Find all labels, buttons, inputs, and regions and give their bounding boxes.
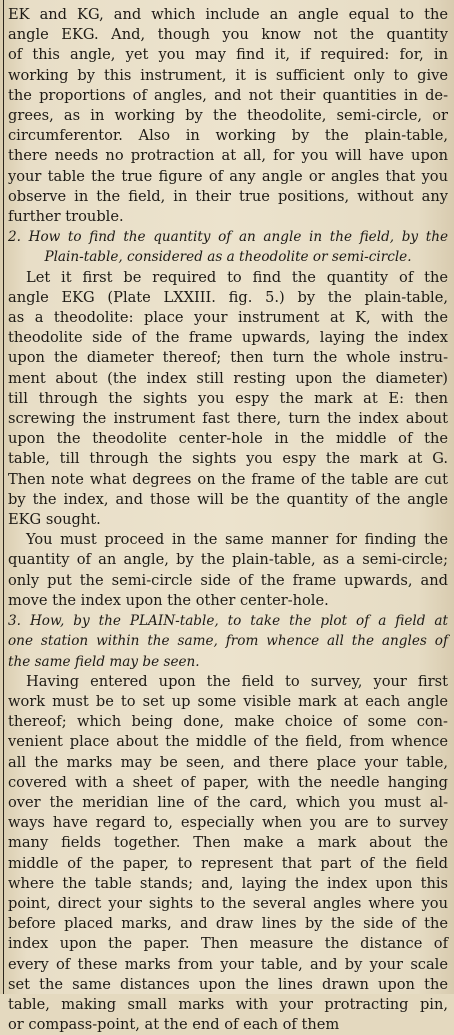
text-line: till through the sights you espy the mark at E: then (8, 389, 448, 407)
text-line: table, making small marks with your protracting pin, (8, 995, 448, 1013)
text-line: many fields together. Then make a mark about the (8, 834, 448, 852)
text-line: Then note what degrees on the frame of the table are cut (8, 470, 448, 488)
paragraph-4 (8, 672, 448, 1035)
text-line: covered with a sheet of paper, with the needle hanging (8, 773, 448, 791)
text-line: angle EKG. And, though you know not the quantity (8, 26, 448, 44)
text-line: every of these marks from your table, and by your scale (8, 955, 448, 973)
paragraph-3 (8, 530, 448, 611)
paragraph-1 (8, 5, 448, 227)
margin-rule (3, 0, 4, 994)
heading-line: one station within the same, from whence all the angles of (8, 633, 448, 650)
text-line: upon the theodolite center-hole in the middle of the (8, 430, 448, 448)
heading-line: 2. How to find the quantity of an angle in the field, by the (8, 229, 448, 246)
text-line: point, direct your sights to the several angles where you (8, 894, 448, 912)
text-line: middle of the paper, to represent that part of the field (8, 854, 448, 872)
text-line: by the index, and those will be the quantity of the angle (8, 490, 448, 508)
section-heading-3 (8, 611, 448, 672)
text-line: You must proceed in the same manner for finding the (26, 531, 448, 549)
text-line: table, till through the sights you espy the mark at G. (8, 450, 448, 468)
text-line: as a theodolite: place your instrument at K, with the (8, 309, 448, 327)
paragraph-2 (8, 268, 448, 531)
text-line: ment about (the index still resting upon the diameter) (8, 369, 448, 387)
text-line: screwing the instrument fast there, turn the index about (8, 410, 448, 428)
heading-line: Plain-table, considered as a theodolite or semi-circle. (44, 249, 412, 266)
text-line: there needs no protraction at all, for you will have upon (8, 147, 448, 165)
text-line: index upon the paper. Then measure the distance of (8, 935, 448, 953)
text-line: over the meridian line of the card, which you must al- (8, 793, 448, 811)
heading-line: the same field may be seen. (8, 653, 200, 670)
text-line: thereof; which being done, make choice of some con- (8, 713, 448, 731)
text-line: ways have regard to, especially when you are to survey (8, 814, 448, 832)
text-line: only put the semi-circle side of the frame upwards, and (8, 571, 448, 589)
section-heading-2 (8, 227, 448, 267)
text-line: angle EKG (Plate LXXIII. fig. 5.) by the plain-table, (8, 288, 448, 306)
text-line: observe in the field, in their true positions, without any (8, 187, 448, 205)
text-line: theodolite side of the frame upwards, laying the index (8, 329, 448, 347)
text-line: working by this instrument, it is sufficient only to give (8, 66, 448, 84)
text-line: set the same distances upon the lines drawn upon the (8, 975, 448, 993)
text-line: grees, as in working by the theodolite, semi-circle, or (8, 107, 448, 125)
text-line: upon the diameter thereof; then turn the whole instru- (8, 349, 448, 367)
text-line: further trouble. (8, 208, 124, 226)
text-line: Having entered upon the field to survey, your first (26, 672, 448, 690)
text-line: quantity of an angle, by the plain-table, as a semi-circle; (8, 551, 448, 569)
text-line: the proportions of angles, and not their quantities in de- (8, 86, 448, 104)
text-line: all the marks may be seen, and there place your table, (8, 753, 448, 771)
text-line: EK and KG, and which include an angle equal to the (8, 6, 448, 23)
text-line: work must be to set up some visible mark at each angle (8, 692, 448, 710)
text-line: circumferentor. Also in working by the plain-table, (8, 127, 448, 145)
text-line: or compass-point, at the end of each of them (8, 1016, 340, 1034)
text-line: venient place about the middle of the field, from whence (8, 733, 448, 751)
heading-line: 3. How, by the PLAIN-table, to take the plot of a field at (8, 613, 448, 630)
text-line: move the index upon the other center-hole. (8, 591, 329, 609)
text-column (8, 5, 448, 1035)
text-line: EKG sought. (8, 511, 101, 529)
text-line: where the table stands; and, laying the index upon this (8, 874, 448, 892)
text-line: your table the true figure of any angle or angles that you (8, 167, 448, 185)
text-line: Let it first be required to find the quantity of the (26, 268, 448, 286)
text-line: of this angle, yet you may find it, if required: for, in (8, 46, 448, 64)
text-line: before placed marks, and draw lines by the side of the (8, 915, 448, 933)
